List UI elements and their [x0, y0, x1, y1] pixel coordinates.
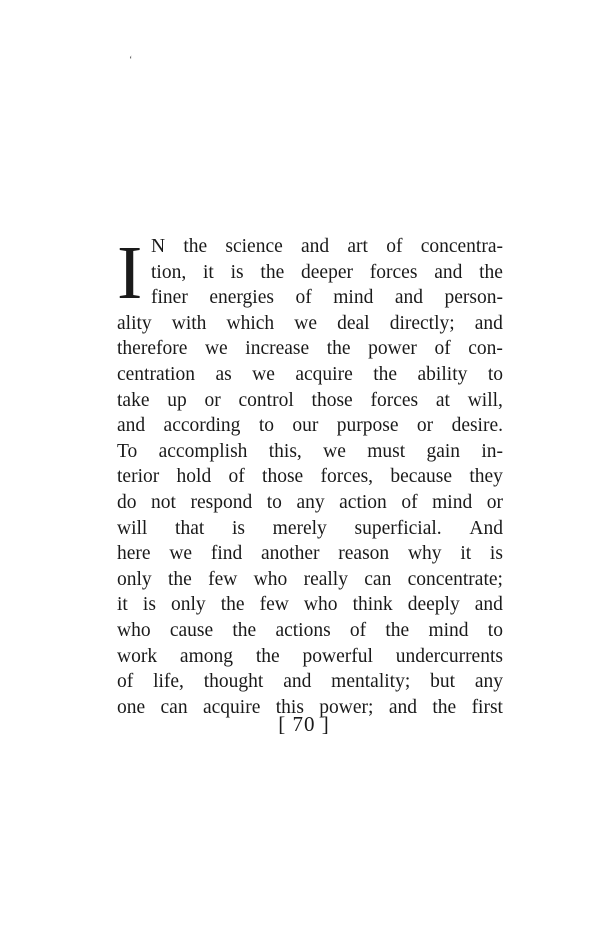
word: mind: [432, 491, 473, 513]
word: or: [204, 389, 221, 411]
word: it: [203, 261, 214, 283]
word: of: [228, 466, 245, 488]
word: do: [117, 491, 137, 513]
word: is: [230, 261, 244, 283]
word: who: [253, 568, 288, 590]
word: ability: [417, 363, 468, 385]
word: the: [167, 568, 192, 590]
word: mentality;: [331, 671, 411, 693]
word: the: [479, 261, 503, 283]
word: the: [432, 696, 457, 718]
word: and: [434, 261, 463, 283]
word: and: [474, 594, 503, 616]
word: con-: [468, 338, 503, 360]
word: those: [311, 389, 353, 411]
word: is: [231, 517, 245, 539]
word: mind: [333, 287, 374, 309]
word: deal: [337, 312, 370, 334]
word: to: [487, 619, 503, 641]
word: in-: [481, 440, 503, 462]
word: superficial.: [354, 517, 442, 539]
word: who: [117, 619, 151, 641]
word: desire.: [451, 415, 503, 437]
body-paragraph: [117, 231, 503, 720]
word: think: [352, 594, 393, 616]
word: increase: [245, 338, 310, 360]
word: powerful: [302, 645, 373, 667]
word: it: [117, 594, 128, 616]
word: one: [117, 696, 146, 718]
word: the: [373, 363, 398, 385]
word: hold: [176, 466, 212, 488]
text-line: [117, 336, 503, 362]
word: acquire: [202, 696, 261, 718]
word: forces,: [320, 466, 374, 488]
word: our: [292, 415, 319, 437]
text-line: [117, 618, 503, 644]
word: and: [283, 671, 312, 693]
word: they: [469, 466, 503, 488]
word: we: [204, 338, 228, 360]
word: thought: [203, 671, 264, 693]
word: because: [390, 466, 453, 488]
word: directly;: [389, 312, 455, 334]
word: reason: [338, 543, 390, 565]
word: finer: [151, 287, 188, 309]
word: actions: [275, 619, 331, 641]
word: of: [386, 236, 403, 257]
word: centration: [117, 363, 195, 385]
word: really: [303, 568, 348, 590]
word: of: [349, 619, 367, 641]
word: concentrate;: [407, 568, 503, 590]
text-line: [117, 669, 503, 695]
word: only: [170, 594, 206, 616]
word: purpose: [336, 415, 399, 437]
text-line: [117, 567, 503, 593]
word: deeper: [301, 261, 353, 283]
word: among: [179, 645, 233, 667]
word: terior: [117, 466, 160, 488]
text-line: [117, 439, 503, 465]
word: we: [323, 440, 346, 462]
word: find: [210, 543, 243, 565]
word: this: [275, 696, 304, 718]
word: which: [226, 312, 275, 334]
word: is: [142, 594, 156, 616]
word: power;: [319, 696, 374, 718]
word: the: [326, 338, 351, 360]
word: cause: [169, 619, 214, 641]
word: merely: [272, 517, 327, 539]
word: work: [117, 645, 158, 667]
word: tion,: [151, 261, 187, 283]
word: must: [367, 440, 406, 462]
word: respond: [190, 491, 253, 513]
word: mind: [428, 619, 469, 641]
word: therefore: [117, 338, 188, 360]
word: gain: [426, 440, 461, 462]
word: but: [430, 671, 455, 693]
word: and: [474, 312, 503, 334]
word: of: [295, 287, 312, 309]
word: will,: [467, 389, 503, 411]
text-line: [117, 541, 503, 567]
word: with: [171, 312, 207, 334]
word: of: [117, 671, 134, 693]
text-line: [151, 260, 503, 286]
word: person-: [444, 287, 503, 309]
word: will: [117, 517, 148, 539]
word: science: [225, 236, 283, 257]
word: or: [416, 415, 434, 437]
word: energies: [209, 287, 274, 309]
word: art: [347, 236, 368, 257]
text-line: [117, 490, 503, 516]
word: can: [160, 696, 188, 718]
text-line: [117, 388, 503, 414]
word: action: [339, 491, 387, 513]
word: first: [471, 696, 503, 718]
word: to: [258, 415, 274, 437]
word: to: [487, 363, 503, 385]
word: can: [364, 568, 392, 590]
word: N: [151, 236, 166, 257]
word: forces: [369, 261, 418, 283]
word: forces: [370, 389, 419, 411]
word: that: [175, 517, 205, 539]
page-number: [ 70 ]: [278, 712, 330, 736]
text-line: [117, 516, 503, 542]
word: of: [401, 491, 418, 513]
word: ality: [117, 312, 152, 334]
word: few: [208, 568, 238, 590]
word: accomplish: [158, 440, 248, 462]
word: of: [434, 338, 451, 360]
text-line: [117, 362, 503, 388]
word: or: [486, 491, 503, 513]
word: at: [435, 389, 450, 411]
word: who: [303, 594, 338, 616]
paragraph-lines: [117, 231, 503, 720]
word: to: [266, 491, 282, 513]
word: few: [259, 594, 289, 616]
text-line: [117, 644, 503, 670]
word: the: [183, 236, 208, 257]
word: deeply: [407, 594, 460, 616]
drop-cap-letter: I: [117, 231, 143, 315]
word: as: [215, 363, 232, 385]
word: the: [385, 619, 410, 641]
word: not: [151, 491, 176, 513]
text-line: [117, 464, 503, 490]
word: it: [460, 543, 472, 565]
word: is: [489, 543, 503, 565]
word: we: [294, 312, 318, 334]
word: this,: [268, 440, 302, 462]
word: only: [117, 568, 152, 590]
word: and: [301, 236, 330, 257]
word: And: [469, 517, 503, 539]
text-line: [117, 311, 503, 337]
text-line: [117, 413, 503, 439]
word: To: [117, 440, 138, 462]
word: and: [394, 287, 423, 309]
word: life,: [153, 671, 184, 693]
word: the: [232, 619, 257, 641]
word: any: [296, 491, 325, 513]
word: here: [117, 543, 151, 565]
text-line: [151, 234, 503, 260]
word: acquire: [295, 363, 353, 385]
margin-speck: ‘: [129, 55, 133, 66]
word: the: [260, 261, 285, 283]
word: and: [117, 415, 146, 437]
word: another: [261, 543, 320, 565]
word: according: [163, 415, 241, 437]
text-line: [117, 592, 503, 618]
word: and: [388, 696, 417, 718]
word: power: [368, 338, 417, 360]
word: concentra-: [420, 236, 503, 257]
text-line: [151, 285, 503, 311]
word: take: [117, 389, 150, 411]
word: the: [255, 645, 280, 667]
word: control: [238, 389, 294, 411]
word: undercurrents: [395, 645, 503, 667]
word: the: [220, 594, 245, 616]
word: we: [252, 363, 275, 385]
word: up: [167, 389, 187, 411]
word: we: [169, 543, 193, 565]
word: those: [262, 466, 304, 488]
word: any: [474, 671, 503, 693]
word: why: [407, 543, 442, 565]
